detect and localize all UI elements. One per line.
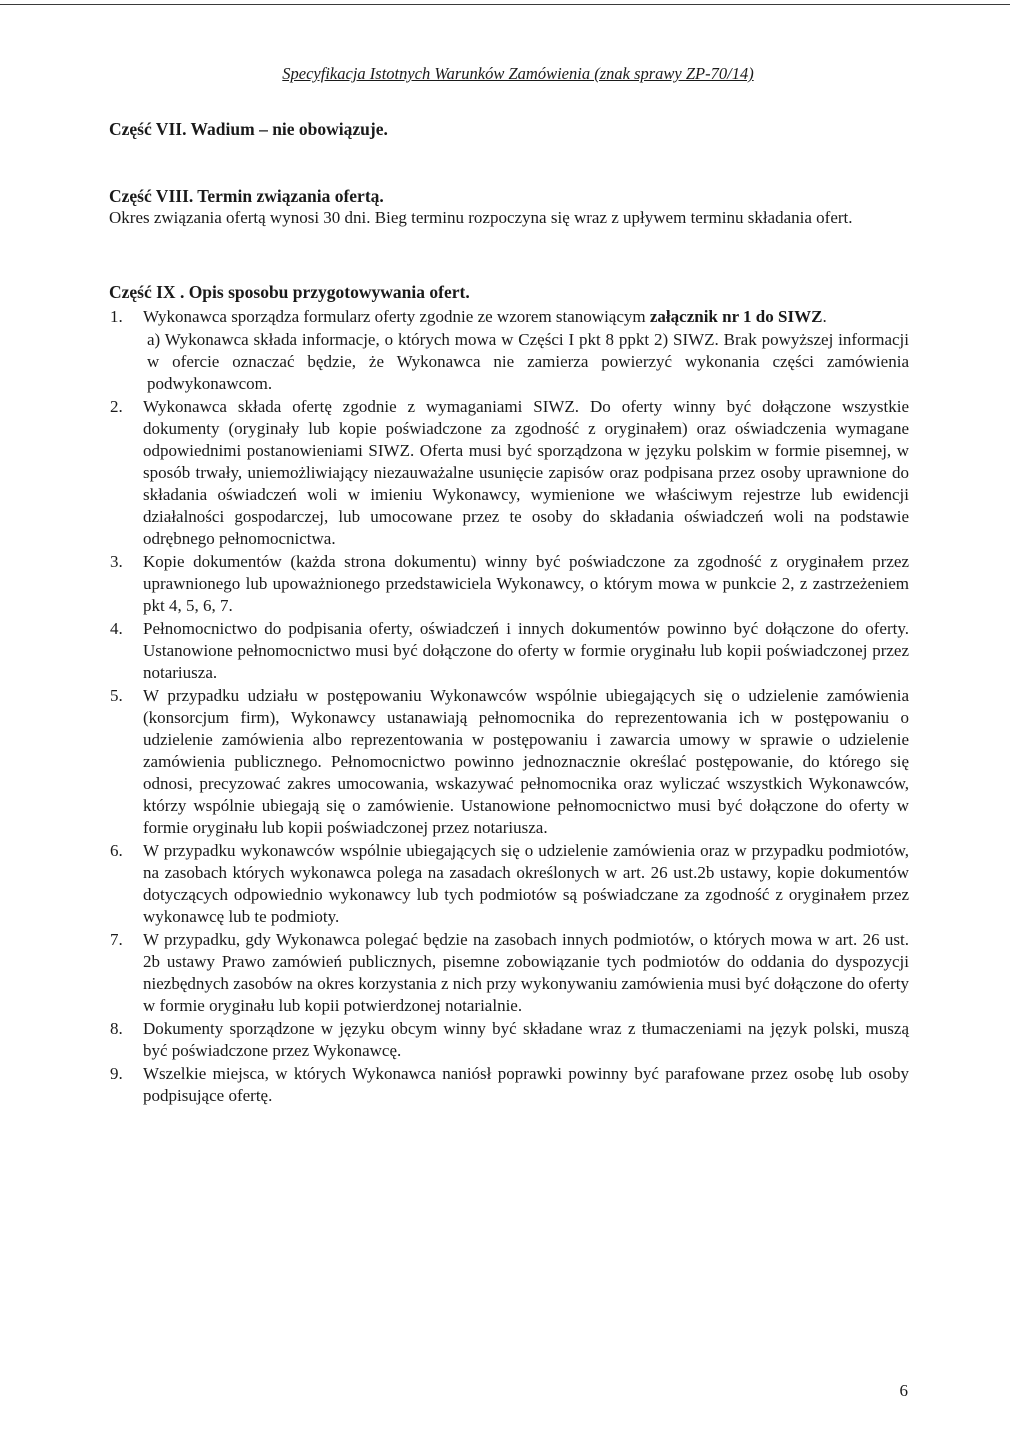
list-item-3 [109,551,909,617]
list-item-text: W przypadku wykonawców wspólnie ubiegających się o udzielenie zamówienia oraz w przypadku podmiotów, na zasobach których wykonawca polega na zasadach określonych w art. 26 ust.2b ustawy, kopie dokumentów dotyczących odpowiednio wykonawcy lub tych podmiotów są poświadczane za zgodność z oryginałem przez wykonawcę lub te podmioty. [143,841,909,926]
list-item-1-sub-a [109,329,909,395]
page-number: 6 [899,1381,908,1400]
section-9-title: Część IX . Opis sposobu przygotowywania ofert. [109,282,470,302]
section-9-list [109,306,909,1107]
document-body [109,118,909,1108]
list-item-5 [109,685,909,839]
list-item-2 [109,396,909,550]
top-border-line [0,4,1010,5]
list-item-text: W przypadku, gdy Wykonawca polegać będzie na zasobach innych podmiotów, o których mowa w art. 26 ust. 2b ustawy Prawo zamówień publicznych, pisemne zobowiązanie tych podmiotów do oddania do dyspozycji niezbędnych zasobów na okres korzystania z nich przy wykonywaniu zamówienia musi być dołączone do oferty w formie oryginału lub kopii potwierdzonej notarialnie. [143,930,909,1015]
list-item-7 [109,929,909,1017]
list-item-number: 4. [110,619,123,638]
list-item-number: 3. [110,552,123,571]
running-header-title: Specyfikacja Istotnych Warunków Zamówienia (znak sprawy ZP-70/14) [282,64,754,83]
list-item-text: Wykonawca składa ofertę zgodnie z wymaganiami SIWZ. Do oferty winny być dołączone wszystkie dokumenty (oryginały lub kopie poświadczone za zgodność z oryginałem) oraz oświadczenia wymagane odpowiednimi postanowieniami SIWZ. Oferta musi być sporządzona w języku polskim w formie pisemnej, w sposób trwały, uniemożliwiający niezauważalne usunięcie zapisów oraz podpisana przez osoby uprawnione do składania oświadczeń woli w imieniu Wykonawcy, wymienione we właściwym rejestrze lub ewidencji działalności gospodarczej, lub umocowane przez te osoby do składania oświadczeń woli na podstawie odrębnego pełnomocnictwa. [143,397,909,548]
list-item-number: 1. [110,307,123,326]
section-8-text: Okres związania ofertą wynosi 30 dni. Bieg terminu rozpoczyna się wraz z upływem terminu składania ofert. [109,208,853,227]
list-item-number: 8. [110,1019,123,1038]
sub-item-text: a) Wykonawca składa informacje, o których mowa w Części I pkt 8 ppkt 2) SIWZ. Brak powyższej informacji w ofercie oznaczać będzie, że Wykonawca nie zamierza powierzyć wykonania części zamówienia podwykonawcom. [147,330,909,393]
list-item-number: 9. [110,1064,123,1083]
running-header [0,64,1024,84]
list-item-number: 6. [110,841,123,860]
list-item-1 [109,306,909,328]
list-item-text: Kopie dokumentów (każda strona dokumentu) winny być poświadczone za zgodność z oryginałem przez uprawnionego lub upoważnionego przedstawiciela Wykonawcy, o którym mowa w punkcie 2, z zastrzeżeniem pkt 4, 5, 6, 7. [143,552,909,615]
list-item-number: 7. [110,930,123,949]
list-item-text-after: . [822,307,827,326]
list-item-8 [109,1018,909,1062]
list-item-9 [109,1063,909,1107]
list-item-text: Dokumenty sporządzone w języku obcym winny być składane wraz z tłumaczeniami na język polski, muszą być poświadczone przez Wykonawcę. [143,1019,909,1060]
list-item-number: 2. [110,397,123,416]
attachment-reference: załącznik nr 1 do SIWZ [649,307,823,326]
section-7-title: Część VII. Wadium – nie obowiązuje. [109,119,388,139]
list-item-6 [109,840,909,928]
list-item-text-before: Wykonawca sporządza formularz oferty zgodnie ze wzorem stanowiącym [143,307,650,326]
list-item-text: W przypadku udziału w postępowaniu Wykonawców wspólnie ubiegających się o udzielenie zamówienia (konsorcjum firm), Wykonawcy ustanawiają pełnomocnika do reprezentowania ich w postępowaniu o udzielenie zamówienia albo reprezentowania w postępowaniu i zawarcia umowy w sprawie o udzielenie zamówienia publicznego. Pełnomocnictwo powinno jednoznacznie określać postępowanie, do którego się odnosi, precyzować zakres umocowania, wskazywać pełnomocnika oraz wyliczać wszystkich Wykonawców, którzy wspólnie ubiegają się o zamówienie. Ustanowione pełnomocnictwo musi być dołączone do oferty w formie oryginału lub kopii poświadczonej przez notariusza. [143,686,909,837]
list-item-number: 5. [110,686,123,705]
section-8-title: Część VIII. Termin związania ofertą. [109,186,384,206]
list-item-text: Wszelkie miejsca, w których Wykonawca naniósł poprawki powinny być parafowane przez osobę lub osoby podpisujące ofertę. [143,1064,909,1105]
list-item-4 [109,618,909,684]
list-item-text: Pełnomocnictwo do podpisania oferty, oświadczeń i innych dokumentów powinno być dołączone do oferty. Ustanowione pełnomocnictwo musi być dołączone do oferty w formie oryginału lub kopii poświadczonej przez notariusza. [143,619,909,682]
